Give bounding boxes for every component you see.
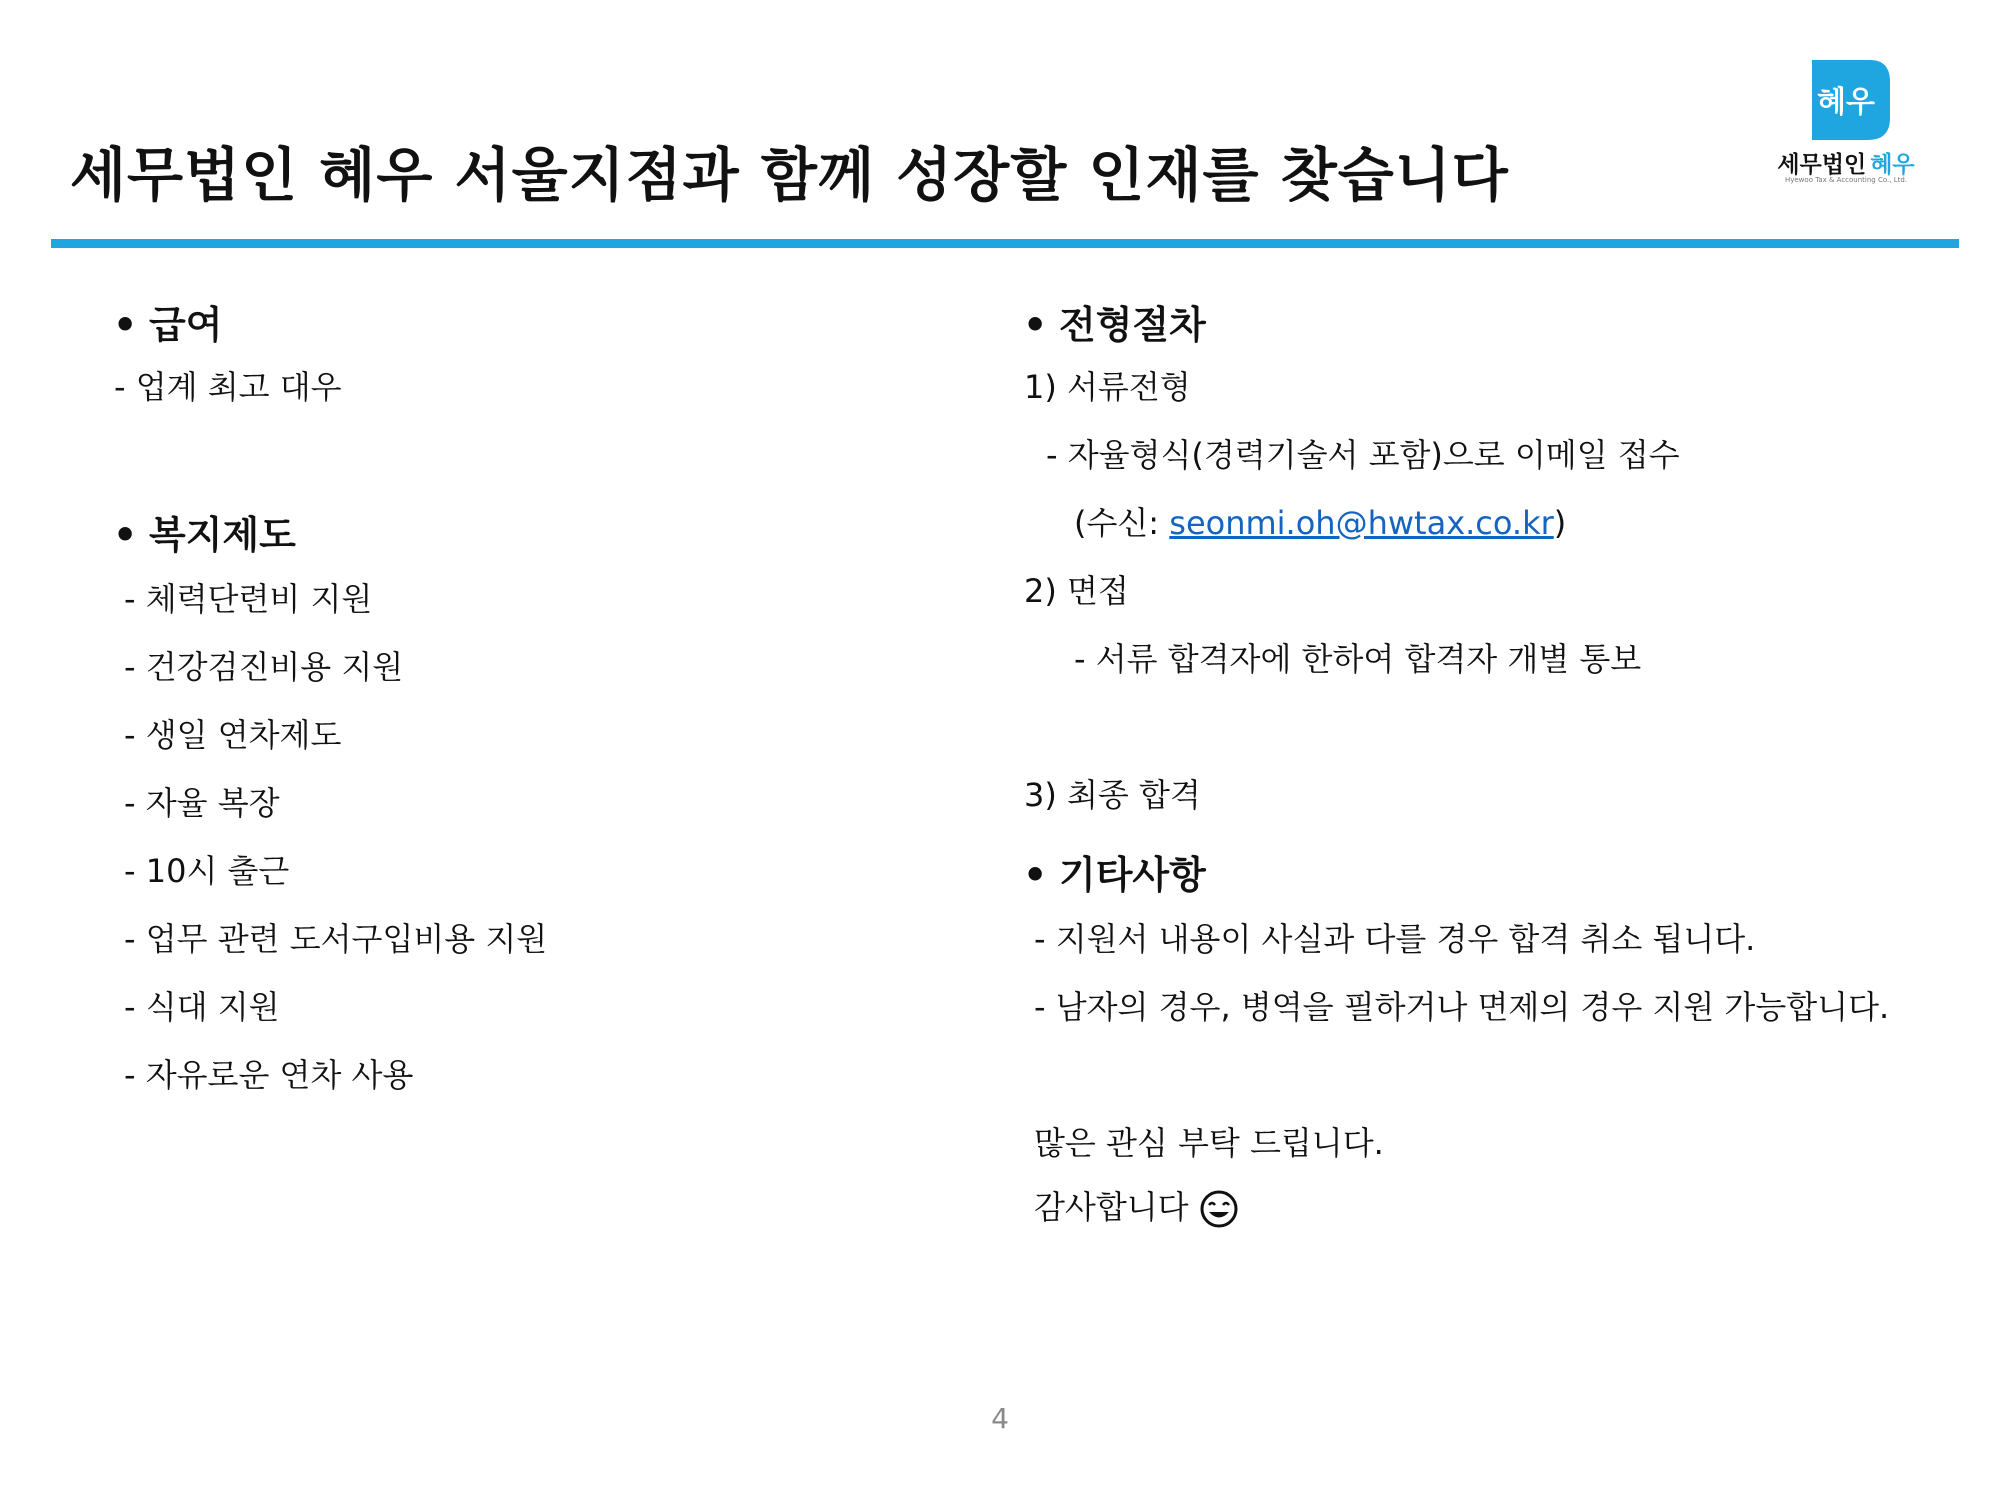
logo-subtitle: Hyewoo Tax & Accounting Co., Ltd. — [1784, 176, 1908, 184]
salary-heading — [113, 294, 222, 349]
list-item: - 자유로운 연차 사용 — [124, 1056, 414, 1094]
recipient-suffix: ) — [1553, 504, 1567, 542]
list-item: - 자율 복장 — [124, 784, 280, 822]
bullet: • — [1023, 853, 1048, 897]
logo-mark-icon — [1812, 60, 1890, 140]
others-heading-text: 기타사항 — [1059, 853, 1206, 897]
others-heading — [1023, 844, 1206, 899]
logo-name-accent: 혜우 — [1870, 152, 1915, 178]
closing-thanks-text: 감사합니다 — [1034, 1188, 1189, 1226]
bullet: • — [113, 513, 138, 557]
list-item: - 남자의 경우, 병역을 필하거나 면제의 경우 지원 가능합니다. — [1034, 988, 1890, 1026]
welfare-heading-text: 복지제도 — [149, 513, 296, 557]
company-logo — [1770, 54, 1922, 194]
list-item: - 업무 관련 도서구입비용 지원 — [124, 920, 548, 958]
list-item: - 건강검진비용 지원 — [124, 648, 404, 686]
step-2: 2) 면접 — [1024, 572, 1129, 610]
list-item: - 지원서 내용이 사실과 다를 경우 합격 취소 됩니다. — [1034, 920, 1756, 958]
logo-name-main: 세무법인 — [1777, 152, 1867, 178]
page-title: 세무법인 혜우 서울지점과 함께 성장할 인재를 찾습니다 — [70, 141, 1509, 209]
bullet: • — [1023, 303, 1048, 347]
step-1-detail: - 자율형식(경력기술서 포함)으로 이메일 접수 — [1046, 436, 1680, 474]
salary-heading-text: 급여 — [149, 303, 223, 347]
step-3: 3) 최종 합격 — [1024, 776, 1201, 814]
logo-name — [1770, 146, 1922, 179]
list-item: - 10시 출근 — [124, 852, 290, 890]
email-link[interactable]: seonmi.oh@hwtax.co.kr — [1169, 504, 1554, 542]
title-divider — [51, 239, 1959, 248]
recipient-line — [1074, 504, 1566, 542]
process-heading — [1023, 294, 1206, 349]
process-heading-text: 전형절차 — [1059, 303, 1206, 347]
closing-request: 많은 관심 부탁 드립니다. — [1034, 1124, 1384, 1162]
step-2-detail: - 서류 합격자에 한하여 합격자 개별 통보 — [1074, 640, 1642, 678]
welfare-heading — [113, 504, 296, 559]
list-item: - 생일 연차제도 — [124, 716, 342, 754]
step-1: 1) 서류전형 — [1024, 368, 1191, 406]
bullet: • — [113, 303, 138, 347]
page-number: 4 — [991, 1402, 1009, 1435]
list-item: - 업계 최고 대우 — [114, 368, 342, 406]
closing-thanks — [1034, 1188, 1239, 1229]
list-item: - 체력단련비 지원 — [124, 580, 373, 618]
logo-mark-glyph: 혜우 — [1817, 85, 1875, 120]
list-item: - 식대 지원 — [124, 988, 280, 1026]
smiling-face-icon — [1199, 1189, 1239, 1229]
recipient-prefix: (수신: — [1074, 504, 1170, 542]
